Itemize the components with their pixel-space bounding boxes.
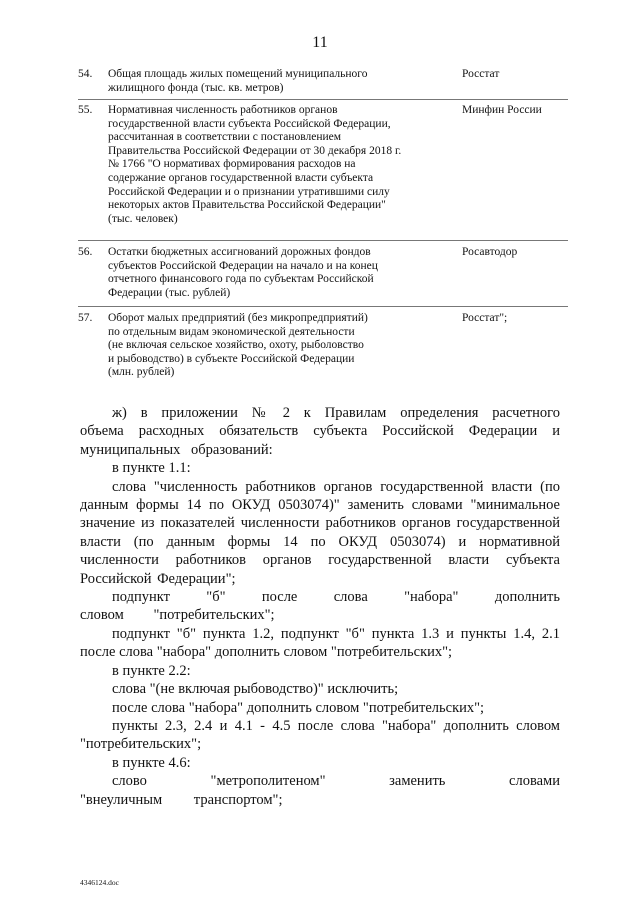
paragraph: в пункте 4.6: — [112, 754, 191, 771]
paragraph: подпункт "б" после слова "набора" дополнить словом "потребительских"; — [80, 589, 560, 624]
paragraph: слова "численность работников органов государственной власти (по данным формы 14 по ОКУД 0503074)" заменить словами "минимальное значение из показателей численности работников органов государственной власти (по данным формы 14 по ОКУД 0503074) и нормативной численности работников органов государственной власти субъекта Российской Федерации"; — [80, 478, 560, 587]
row-agency: Минфин России — [462, 104, 542, 116]
paragraph: ж) в приложении № 2 к Правилам определения расчетного объема расходных обязательств субъекта Российской Федерации и муниципальных образований: — [80, 405, 560, 458]
row-divider — [78, 306, 568, 307]
row-number: 55. — [78, 104, 93, 116]
document-body — [80, 404, 560, 809]
row-divider — [78, 240, 568, 241]
paragraph: подпункт "б" пункта 1.2, подпункт "б" пункта 1.3 и пункты 1.4, 2.1 после слова "набора" дополнить словом "потребительских"; — [80, 625, 560, 661]
paragraph: пункты 2.3, 2.4 и 4.1 - 4.5 после слова "набора" дополнить словом "потребительских"; — [80, 717, 560, 753]
paragraph: в пункте 2.2: — [112, 662, 191, 679]
paragraph: слова "(не включая рыбоводство)" исключить; — [112, 681, 399, 698]
row-number: 57. — [78, 312, 93, 324]
row-agency: Росстат — [462, 68, 500, 80]
page-number: 11 — [312, 34, 328, 51]
row-text: Оборот малых предприятий (без микропредприятий) по отдельным видам экономической деятельности (не включая сельское хозяйство, охоту, рыболовство и рыбоводство) в субъекте Российской Федерации (млн. рублей) — [108, 312, 368, 379]
row-number: 56. — [78, 246, 93, 258]
row-text: Общая площадь жилых помещений муниципального жилищного фонда (тыс. кв. метров) — [108, 68, 368, 94]
row-number: 54. — [78, 68, 93, 80]
row-text: Нормативная численность работников органов государственной власти субъекта Российской Федерации, рассчитанная в соответствии с постановлением Правительства Российской Федерации от 30 декабря 2018 г. № 1766 "О нормативах формирования расходов на содержание органов государственной власти субъекта Российской Федерации и о признании утратившими силу некоторых актов Правительства Российской Федерации" (тыс. человек) — [108, 104, 402, 225]
row-agency: Росстат"; — [462, 312, 508, 324]
file-name-footer: 4346124.doc — [80, 878, 119, 887]
paragraph: слово "метрополитеном" заменить словами "внеуличным транспортом"; — [80, 773, 560, 808]
paragraph: после слова "набора" дополнить словом "потребительских"; — [112, 699, 485, 716]
paragraph: в пункте 1.1: — [112, 460, 191, 477]
row-divider — [78, 99, 568, 100]
row-agency: Росавтодор — [462, 246, 518, 258]
row-text: Остатки бюджетных ассигнований дорожных фондов субъектов Российской Федерации на начало и на конец отчетного финансового года по субъектам Российской Федерации (тыс. рублей) — [108, 246, 378, 299]
